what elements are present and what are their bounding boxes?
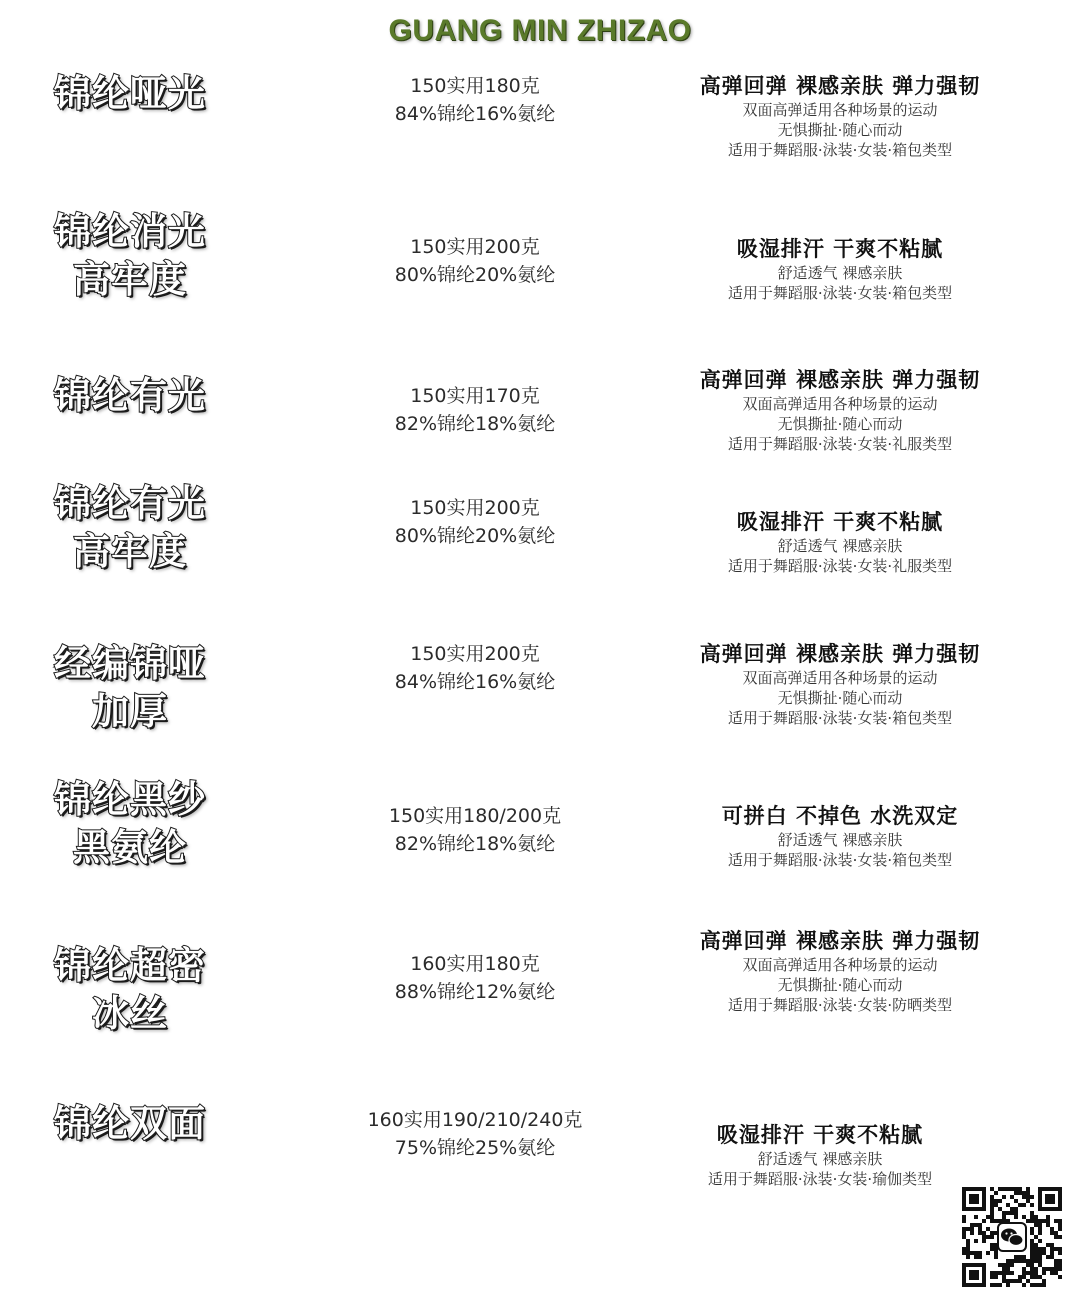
detail-line: 舒适透气 裸感亲肤: [777, 831, 903, 849]
composition-spec: 82%锦纶18%氨纶: [394, 833, 556, 855]
detail-line: 双面高弹适用各种场景的运动: [742, 101, 938, 119]
fabric-spec: [340, 382, 610, 438]
qr-code-graphic: [960, 1185, 1064, 1289]
detail-line: 适用于舞蹈服·泳装·女装·箱包类型: [727, 851, 953, 869]
fabric-spec: [340, 72, 610, 128]
weight-spec: 150实用180/200克: [388, 805, 562, 827]
detail-line: 适用于舞蹈服·泳装·女装·防晒类型: [727, 996, 953, 1014]
fabric-name: 锦纶黑纱 黑氨纶: [54, 778, 206, 869]
detail-line: 舒适透气 裸感亲肤: [757, 1150, 883, 1168]
composition-spec: 84%锦纶16%氨纶: [394, 103, 556, 125]
weight-spec: 150实用170克: [410, 385, 540, 407]
feature-headline: 高弹回弹 裸感亲肤 弹力强韧: [699, 74, 981, 98]
detail-line: 适用于舞蹈服·泳装·女装·箱包类型: [727, 284, 953, 302]
composition-spec: 80%锦纶20%氨纶: [394, 264, 556, 286]
fabric-name: 锦纶双面: [54, 1102, 206, 1145]
fabric-name: 锦纶消光 高牢度: [54, 210, 206, 301]
weight-spec: 150实用200克: [410, 236, 540, 258]
detail-line: 适用于舞蹈服·泳装·女装·礼服类型: [727, 557, 953, 575]
fabric-name: 经编锦哑 加厚: [54, 642, 206, 733]
composition-spec: 75%锦纶25%氨纶: [394, 1137, 556, 1159]
fabric-spec: [340, 1106, 610, 1162]
detail-line: 无惧撕扯·随心而动: [777, 415, 903, 433]
weight-spec: 150实用200克: [410, 643, 540, 665]
feature-headline: 可拼白 不掉色 水洗双定: [721, 804, 959, 828]
feature-headline: 高弹回弹 裸感亲肤 弹力强韧: [699, 929, 981, 953]
wechat-qr-code-icon[interactable]: [960, 1185, 1064, 1289]
feature-headline: 吸湿排汗 干爽不粘腻: [716, 1123, 924, 1147]
feature-headline: 吸湿排汗 干爽不粘腻: [736, 237, 944, 261]
weight-spec: 150实用180克: [410, 75, 540, 97]
fabric-spec: [340, 950, 610, 1006]
fabric-name: 锦纶哑光: [54, 72, 206, 115]
fabric-spec: [340, 494, 610, 550]
feature-headline: 高弹回弹 裸感亲肤 弹力强韧: [699, 642, 981, 666]
fabric-description: [670, 640, 1010, 728]
feature-headline: 吸湿排汗 干爽不粘腻: [736, 510, 944, 534]
fabric-spec: [340, 802, 610, 858]
weight-spec: 160实用180克: [410, 953, 540, 975]
weight-spec: 150实用200克: [410, 497, 540, 519]
fabric-description: [670, 366, 1010, 454]
detail-line: 双面高弹适用各种场景的运动: [742, 395, 938, 413]
fabric-name: 锦纶超密 冰丝: [54, 944, 206, 1035]
composition-spec: 88%锦纶12%氨纶: [394, 981, 556, 1003]
fabric-spec: [340, 233, 610, 289]
fabric-description: [670, 927, 1010, 1015]
composition-spec: 84%锦纶16%氨纶: [394, 671, 556, 693]
fabric-description: [670, 802, 1010, 870]
composition-spec: 82%锦纶18%氨纶: [394, 413, 556, 435]
composition-spec: 80%锦纶20%氨纶: [394, 525, 556, 547]
detail-line: 无惧撕扯·随心而动: [777, 976, 903, 994]
detail-line: 适用于舞蹈服·泳装·女装·箱包类型: [727, 141, 953, 159]
fabric-name: 锦纶有光 高牢度: [54, 482, 206, 573]
weight-spec: 160实用190/210/240克: [367, 1109, 583, 1131]
detail-line: 双面高弹适用各种场景的运动: [742, 669, 938, 687]
detail-line: 适用于舞蹈服·泳装·女装·箱包类型: [727, 709, 953, 727]
detail-line: 舒适透气 裸感亲肤: [777, 264, 903, 282]
fabric-name: 锦纶有光: [54, 374, 206, 417]
detail-line: 适用于舞蹈服·泳装·女装·礼服类型: [727, 435, 953, 453]
brand-title: GUANG MIN ZHIZAO: [388, 14, 692, 47]
fabric-description: [670, 72, 1010, 160]
detail-line: 适用于舞蹈服·泳装·女装·瑜伽类型: [707, 1170, 933, 1188]
feature-headline: 高弹回弹 裸感亲肤 弹力强韧: [699, 368, 981, 392]
detail-line: 无惧撕扯·随心而动: [777, 121, 903, 139]
fabric-description: [670, 508, 1010, 576]
fabric-description: [650, 1121, 990, 1189]
fabric-description: [670, 235, 1010, 303]
detail-line: 双面高弹适用各种场景的运动: [742, 956, 938, 974]
fabric-spec: [340, 640, 610, 696]
detail-line: 舒适透气 裸感亲肤: [777, 537, 903, 555]
detail-line: 无惧撕扯·随心而动: [777, 689, 903, 707]
